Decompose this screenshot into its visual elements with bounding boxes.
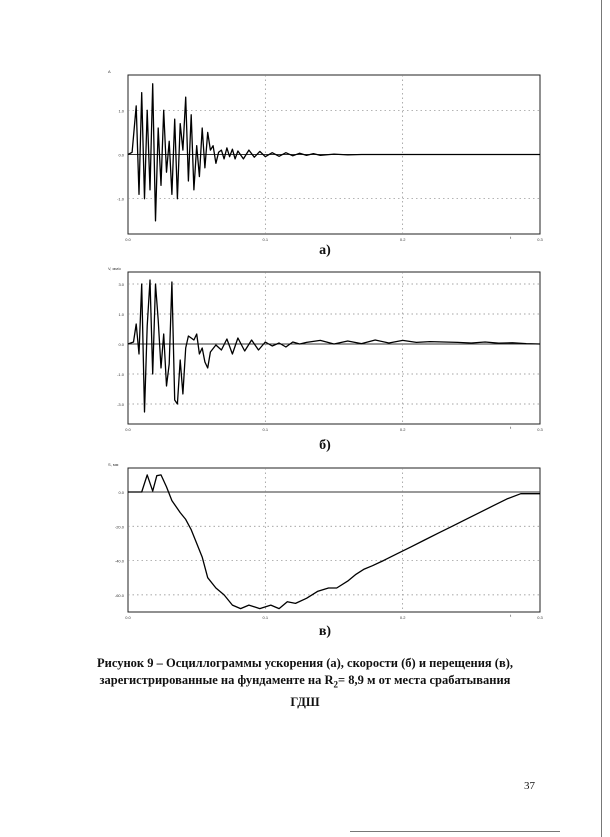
ytick-label-a: 1.0 [118,108,124,114]
xtick-label-a: 0.2 [399,237,406,242]
ytick-label-v: -60.0 [114,592,124,598]
xtick-label-b: 0.3 [537,427,543,432]
y-axis-label-b: V, мм/с [108,266,122,271]
y-axis-label-a: A [108,69,111,74]
page-number: 37 [524,780,535,792]
series-line-b [128,280,540,412]
ytick-label-b: 3.0 [118,282,124,287]
plot-frame-v [128,468,540,612]
series-line-v [128,475,540,609]
caption-subscript: 2 [333,679,339,690]
ytick-label-a: 0.0 [118,152,124,158]
xtick-label-a: 0.0 [125,237,131,242]
caption-line-1: Рисунок 9 – Осциллограммы ускорения (а), скорости (б) и перещения (в), [97,656,513,670]
caption-line-2-end: = 8,9 м от места срабатывания [338,673,511,687]
xtick-label-a: 0.3 [537,237,543,242]
ytick-label-b: -1.0 [117,372,124,377]
xtick-label-b: 0.1 [262,427,269,432]
x-axis-label-a: t [510,235,512,240]
xtick-label-b: 0.0 [125,427,131,432]
panel-label-v: в) [318,624,332,639]
xtick-label-v: 0.2 [399,615,406,620]
xtick-label-v: 0.0 [125,615,131,620]
ytick-label-b: -3.0 [117,402,124,407]
x-axis-label-v: t [510,613,512,618]
xtick-label-b: 0.2 [399,427,406,432]
ytick-label-v: 0.0 [118,490,124,495]
plot-frame-b [128,272,540,424]
chart-v [100,458,550,628]
series-line-a [128,84,540,221]
chart-a [100,65,550,250]
xtick-label-v: 0.1 [262,615,269,620]
chart-b [100,262,550,440]
ytick-label-v: -40.0 [114,558,124,564]
xtick-label-a: 0.1 [262,237,269,242]
ytick-label-b: 1.0 [118,312,124,317]
scan-edge-right [601,0,602,837]
x-axis-label-b: t [510,425,512,430]
scan-edge-bottom [350,831,560,832]
panel-label-a: а) [319,243,331,258]
ytick-label-v: -20.0 [114,524,124,530]
y-axis-label-v: S, мм [108,462,119,467]
figure-caption [60,655,550,711]
xtick-label-v: 0.3 [537,615,543,620]
caption-line-3: ГДШ [290,694,320,709]
caption-line-2-start: зарегистрированные на фундаменте на R [99,673,334,687]
ytick-label-b: 0.0 [118,342,124,347]
ytick-label-a: -1.0 [117,196,124,202]
panel-label-b: б) [319,438,331,453]
caption-line-2 [60,672,550,694]
